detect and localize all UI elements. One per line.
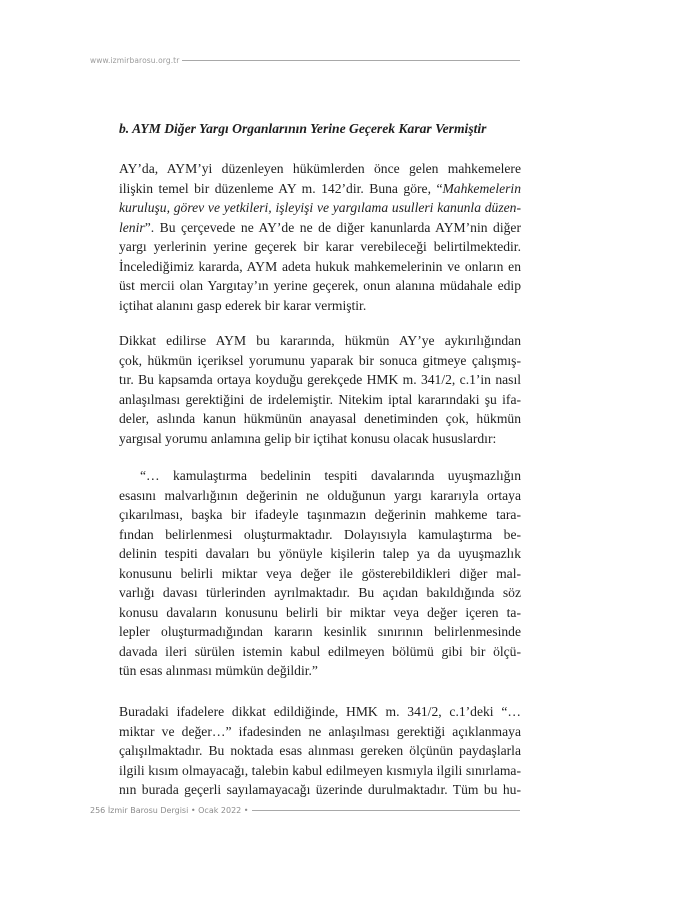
line-text: delinin tespiti davaları bu yönüyle kişilerin talep ya da uyuşmazlık: [119, 546, 521, 561]
paragraph-body-2: [119, 331, 521, 448]
text-line: [119, 370, 521, 390]
text-line: [119, 390, 521, 410]
text-line: [119, 741, 521, 761]
footer-rule: [252, 810, 520, 811]
line-text: içtihat alanını gasp ederek bir karar vermiştir.: [119, 297, 367, 313]
line-text: tün esas alınması mümkün değildir.”: [119, 663, 318, 678]
quote-line: [119, 544, 521, 564]
text-line: [119, 331, 521, 351]
quote-line: [119, 466, 521, 486]
text-line: [119, 722, 521, 742]
line-text: çıkarılması, başka bir ifadeyle taşınmazın değerinin mahkeme tara-: [119, 507, 521, 522]
text-line: [119, 409, 521, 429]
text-line: [119, 237, 521, 257]
text-line: [119, 276, 521, 296]
text-line: kuruluşu, görev ve yetkileri, işleyişi ve yargılama usulleri kanunla düzen-: [119, 200, 521, 215]
quote-line: [119, 603, 521, 623]
line-text: AY’da, AYM’yi düzenleyen hükümlerden önce gelen mahkemelere: [119, 161, 521, 176]
line-text: İncelediğimiz kararda, AYM adeta hukuk mahkemelerinin ve onların en: [119, 258, 521, 274]
quote-line: [119, 525, 521, 545]
line-text: konusunu belirli miktar veya değer ile gösterebildikleri diğer mal-: [119, 565, 521, 581]
footer-text: 256 İzmir Barosu Dergisi • Ocak 2022 •: [90, 805, 249, 815]
line-text: yargısal yorumu anlamına gelip bir içtihat konusu olacak hususlardır:: [119, 430, 497, 446]
quote-line: [119, 642, 521, 662]
text-line: [119, 351, 521, 371]
block-quote: [119, 466, 521, 681]
text-line: [119, 761, 521, 781]
quote-line: [119, 486, 521, 506]
line-text: konusu davaların konusunu belirli bir miktar veya değer içeren ta-: [119, 604, 521, 620]
line-text: ilgili kısım olmayacağı, talebin kabul edilmeyen kısmıyla ilgili sınırlama-: [119, 762, 521, 778]
line-text: Buradaki ifadelere dikkat edildiğinde, HMK m. 341/2, c.1’deki “…: [119, 704, 521, 719]
line-text: esasını malvarlığının değerinin ne olduğunun yargı kararıyla ortaya: [119, 487, 521, 503]
running-header: [90, 53, 520, 67]
line-text: anlaşılması gerektiğini de irdelemiştir. Nitekim iptal kararındaki şu ifa-: [119, 391, 521, 407]
line-text: varlığı davası türlerinden ayrılmaktadır. Bu açıdan bakıldığında söz: [119, 585, 521, 600]
text-line: [119, 159, 521, 179]
line-text: davada ileri sürülen istemin kabul edilmeyen bölümü gibi bir ölçü-: [119, 643, 521, 659]
line-text: fından belirlenmesi oluşturmaktadır. Dolayısıyla kamulaştırma be-: [119, 526, 521, 542]
line-text: Dikkat edilirse AYM bu kararında, hükmün AY’ye aykırılığından: [119, 333, 521, 348]
line-text: lepler oluşturmadığından kararın kesinlik sınırının belirlenmesinde: [119, 624, 521, 639]
text-line: [119, 702, 521, 722]
line-text: deler, aslında kanun hükmünün anayasal denetiminden çok, hükmün: [119, 411, 521, 426]
text-line: [119, 429, 521, 449]
text-line: [119, 296, 521, 316]
line-text: tır. Bu kapsamda ortaya koyduğu gerekçede HMK m. 341/2, c.1’in nasıl: [119, 372, 521, 387]
line-text: nın burada geçerli sayılamayacağı üzerinde durulmaktadır. Tüm bu hu-: [119, 782, 521, 797]
quote-line: [119, 583, 521, 603]
text-line: [119, 257, 521, 277]
quote-line: [119, 505, 521, 525]
line-text: çalışılmaktadır. Bu noktada esas alınması gereken ölçünün paydaşlarla: [119, 743, 521, 758]
text-line: ilişkin temel bir düzenleme AY m. 142’dir. Buna göre, “Mahkemelerin: [119, 180, 521, 196]
text-line: lenir”. Bu çerçevede ne AY’de ne de diğer kanunlarda AYM’nin diğer: [119, 219, 521, 235]
running-footer: [90, 803, 520, 817]
quote-line: [119, 564, 521, 584]
line-text: miktar ve değer…” ifadesinden ne anlaşılması gerektiği açıklanmaya: [119, 723, 521, 739]
text-line: [119, 780, 521, 800]
paragraph-body-1: [119, 159, 521, 315]
line-text: yargı yerlerinin yerine geçerek bir karar verebileceği belirtilmektedir.: [119, 239, 521, 254]
quote-line: [119, 622, 521, 642]
line-text: çok, hükmün içeriksel yorumunu yaparak bir sonuca gitmeye çalışmış-: [119, 352, 521, 368]
line-text: üst mercii olan Yargıtay’ın yerine geçerek, onun alanına müdahale edip: [119, 278, 521, 293]
quote-line: [119, 661, 521, 681]
paragraph-body-3: [119, 702, 521, 800]
section-heading: b. AYM Diğer Yargı Organlarının Yerine Geçerek Karar Vermiştir: [119, 121, 487, 136]
line-text: “… kamulaştırma bedelinin tespiti davalarında uyuşmazlığın: [140, 468, 521, 483]
header-rule: [182, 60, 520, 61]
header-url: www.izmirbarosu.org.tr: [90, 55, 180, 65]
